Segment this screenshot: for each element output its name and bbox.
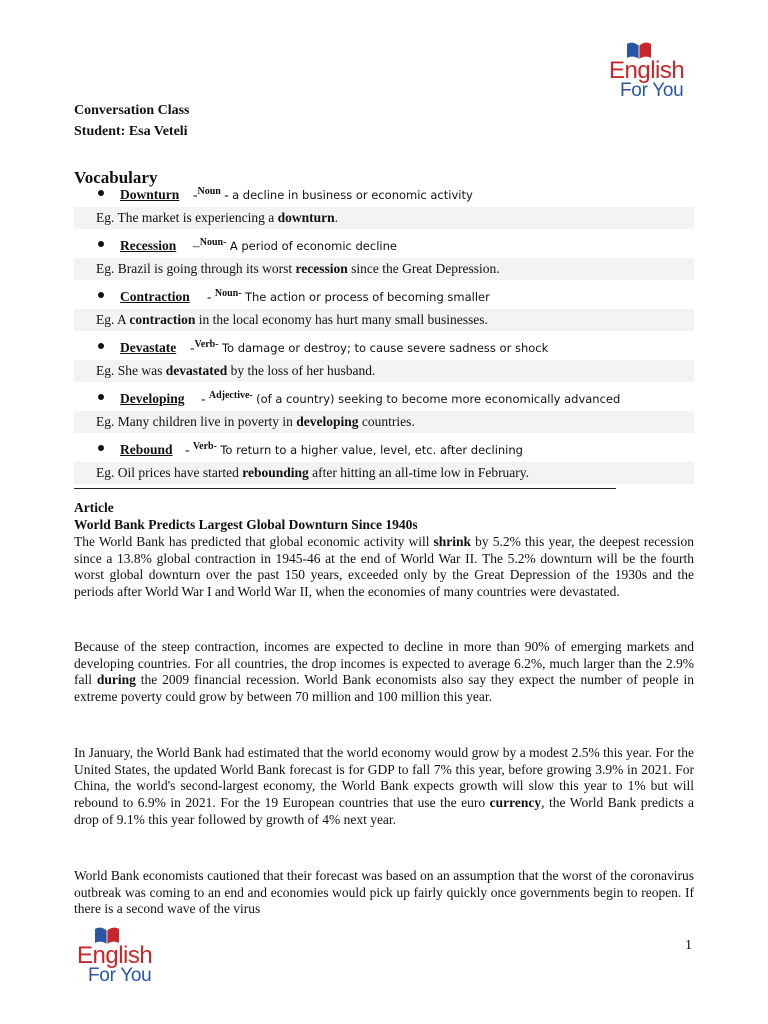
article-paragraph-4: World Bank economists cautioned that their forecast was based on an assumption that the worst of the coronavirus outbreak was coming to an end and economies would pick up fairly quickly once governments begin to reopen. If there is a second wave of the virus [74, 868, 694, 917]
vocab-item-contraction: Contraction - $^{Noun-}$ The action or process of becoming smaller Eg. A contraction in the local economy has hurt many small businesses. [74, 289, 694, 331]
vocab-example: Eg. Brazil is going through its worst recession since the Great Depression. [74, 258, 694, 280]
vocab-definition: a decline in business or economic activity [232, 188, 473, 202]
vocab-term: Recession [120, 238, 177, 253]
student-name: Student: Esa Veteli [74, 124, 188, 139]
bullet-icon [98, 445, 104, 451]
vocab-term: Rebound [120, 442, 173, 457]
vocabulary-heading: Vocabulary [74, 168, 158, 187]
vocab-definition: To return to a higher value, level, etc. after declining [220, 443, 523, 457]
part-of-speech: Noun [197, 186, 221, 197]
article-paragraph-2: Because of the steep contraction, incomes are expected to decline in more than 90% of emerging markets and developing countries. For all countries, the drop incomes is expected to average 6.2%, much larger than the 2.9% fall during the 2009 financial recession. World Bank economists also say they expect the number of people in extreme poverty could grow by between 70 million and 100 million this year. [74, 639, 694, 705]
vocab-example: Eg. The market is experiencing a downturn. [74, 207, 694, 229]
article-label: Article [74, 500, 114, 515]
part-of-speech: Adjective- [208, 390, 253, 401]
vocab-example: Eg. A contraction in the local economy has hurt many small businesses. [74, 309, 694, 331]
vocab-item-developing: Developing - $^{Adjective-}$ (of a country) seeking to become more economically advanced Eg. Many children live in poverty in developing countries. [74, 391, 694, 433]
part-of-speech: Verb- [194, 339, 219, 350]
article-paragraph-3: In January, the World Bank had estimated that the world economy would grow by a modest 2.5% this year. For the United States, the updated World Bank forecast is for GDP to fall 7% this year, before growing 3.9% in 2021. For China, the world's second-largest economy, the World Bank expects growth will slow this year to 1% but will rebound to 6.9% in 2021. For the 19 European countries that use the euro currency, the World Bank predicts a drop of 9.1% this year followed by growth of 4% next year. [74, 745, 694, 827]
bullet-icon [98, 190, 104, 196]
vocab-term: Contraction [120, 289, 190, 304]
brand-logo [606, 40, 696, 102]
vocab-item-devastate: Devastate -$^{Verb-}$ To damage or destroy; to cause severe sadness or shock Eg. She was devastated by the loss of her husband. [74, 340, 694, 382]
vocab-item-downturn: Downturn -$^{Noun}$ - a decline in business or economic activity Eg. The market is experiencing a downturn. [74, 187, 694, 229]
vocab-definition: The action or process of becoming smaller [244, 290, 490, 304]
section-divider [74, 487, 616, 489]
bullet-icon [98, 241, 104, 247]
vocab-example: Eg. She was devastated by the loss of her husband. [74, 360, 694, 382]
vocab-item-recession: Recession –$^{Noun-}$ A period of economic decline Eg. Brazil is going through its worst recession since the Great Depression. [74, 238, 694, 280]
article-title: World Bank Predicts Largest Global Downturn Since 1940s [74, 517, 418, 532]
bullet-icon [98, 292, 104, 298]
part-of-speech: Verb- [192, 441, 217, 452]
vocab-term: Developing [120, 391, 185, 406]
vocab-term: Downturn [120, 187, 180, 202]
class-title: Conversation Class [74, 103, 190, 118]
vocab-term: Devastate [120, 340, 177, 355]
vocab-example: Eg. Oil prices have started rebounding after hitting an all-time low in February. [74, 462, 694, 484]
vocab-example: Eg. Many children live in poverty in developing countries. [74, 411, 694, 433]
vocab-definition: A period of economic decline [229, 239, 397, 253]
vocab-item-rebound: Rebound - $^{Verb-}$ To return to a higher value, level, etc. after declining Eg. Oil prices have started rebounding after hitting an all-time low in February. [74, 442, 694, 484]
article-paragraph-1: The World Bank has predicted that global economic activity will shrink by 5.2% this year, the deepest recession since a 13.8% global contraction in 1945-46 at the end of World War II. The 5.2% downturn will be the fourth worst global downturn over the past 150 years, exceeded only by the Great Depression of the 1930s and the periods after World War I and World War II, when the economies of many countries were devastated. [74, 534, 694, 600]
logo-text-for-you: For You [620, 80, 684, 101]
part-of-speech: Noun- [214, 288, 242, 299]
brand-logo-footer [74, 925, 164, 987]
vocab-definition: (of a country) seeking to become more economically advanced [256, 392, 621, 406]
page-number: 1 [685, 938, 692, 953]
logo-text-english: English [77, 942, 153, 969]
vocab-definition: To damage or destroy; to cause severe sadness or shock [221, 341, 549, 355]
part-of-speech: Noun- [199, 237, 227, 248]
bullet-icon [98, 394, 104, 400]
bullet-icon [98, 343, 104, 349]
logo-text-for-you: For You [88, 965, 152, 986]
logo-text-english: English [609, 57, 685, 84]
